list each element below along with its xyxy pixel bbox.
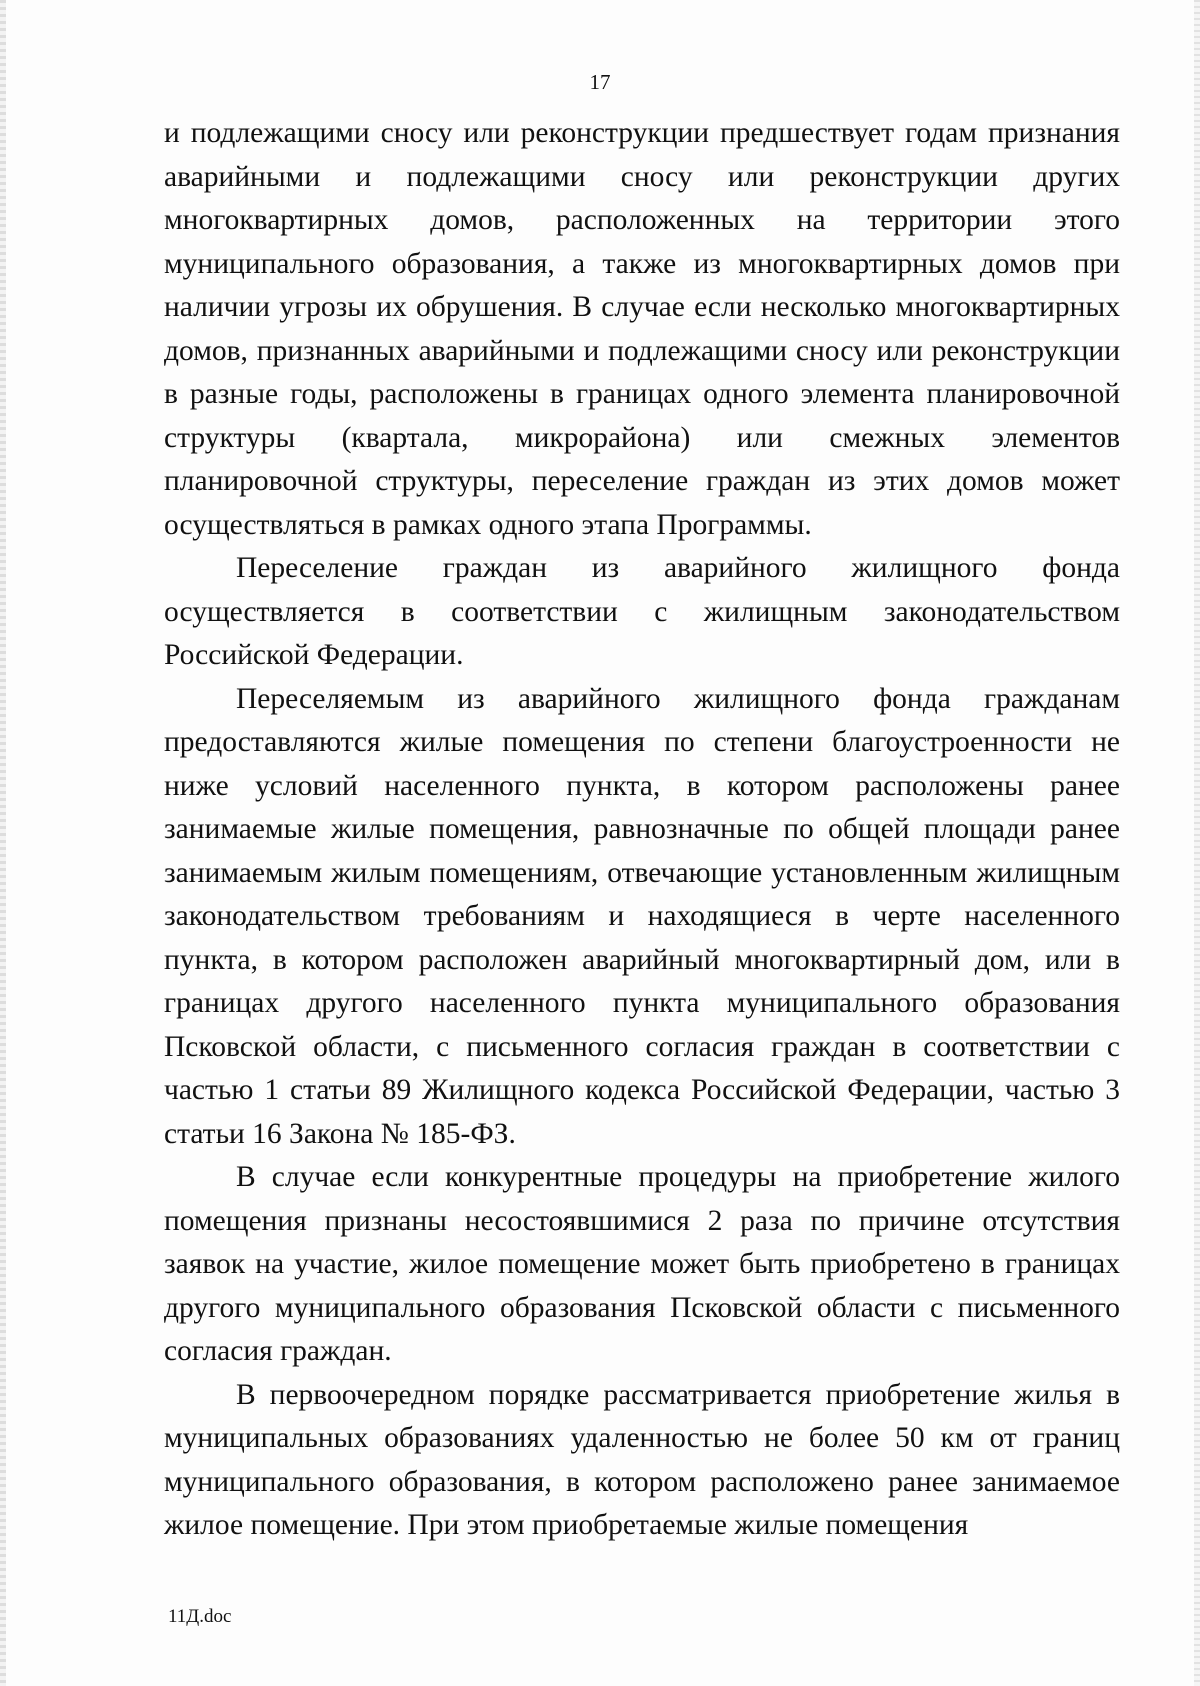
document-body [164, 112, 1120, 1548]
paragraph-competitive-procedures: В случае если конкурентные процедуры на приобретение жилого помещения признаны несостоявшимися 2 раза по причине отсутствия заявок на участие, жилое помещение может быть приобретено в границах другого муниципального образования Псковской области с письменного согласия граждан. [164, 1161, 1120, 1367]
scan-edge-right [1194, 0, 1200, 1686]
footer-filename: 11Д.doc [168, 1606, 232, 1627]
paragraph-continuation: и подлежащими сносу или реконструкции предшествует годам признания аварийными и подлежащими сносу или реконструкции других многоквартирных домов, расположенных на территории этого муниципального образования, а также из многоквартирных домов при наличии угрозы их обрушения. В случае если несколько многоквартирных домов, признанных аварийными и подлежащими сносу или реконструкции в разные годы, расположены в границах одного элемента планировочной структуры (квартала, микрорайона) или смежных элементов планировочной структуры, переселение граждан из этих домов может осуществляться в рамках одного этапа Программы. [164, 117, 1120, 541]
scan-edge-left [0, 0, 6, 1686]
paragraph-resettlement-legislation: Переселение граждан из аварийного жилищного фонда осуществляется в соответствии с жилищным законодательством Российской Федерации. [164, 552, 1120, 671]
page-number: 17 [589, 70, 611, 94]
paragraph-priority-acquisition: В первоочередном порядке рассматривается приобретение жилья в муниципальных образованиях удаленностью не более 50 км от границ муниципального образования, в котором расположено ранее занимаемое жилое помещение. При этом приобретаемые жилые помещения [164, 1378, 1120, 1541]
paragraph-housing-provision: Переселяемым из аварийного жилищного фонда гражданам предоставляются жилые помещения по степени благоустроенности не ниже условий населенного пункта, в котором расположены ранее занимаемые жилые помещения, равнозначные по общей площади ранее занимаемым жилым помещениям, отвечающие установленным жилищным законодательством требованиям и находящиеся в черте населенного пункта, в котором расположен аварийный многоквартирный дом, или в границах другого населенного пункта муниципального образования Псковской области, с письменного согласия граждан в соответствии с частью 1 статьи 89 Жилищного кодекса Российской Федерации, частью 3 статьи 16 Закона № 185-ФЗ. [164, 682, 1120, 1150]
